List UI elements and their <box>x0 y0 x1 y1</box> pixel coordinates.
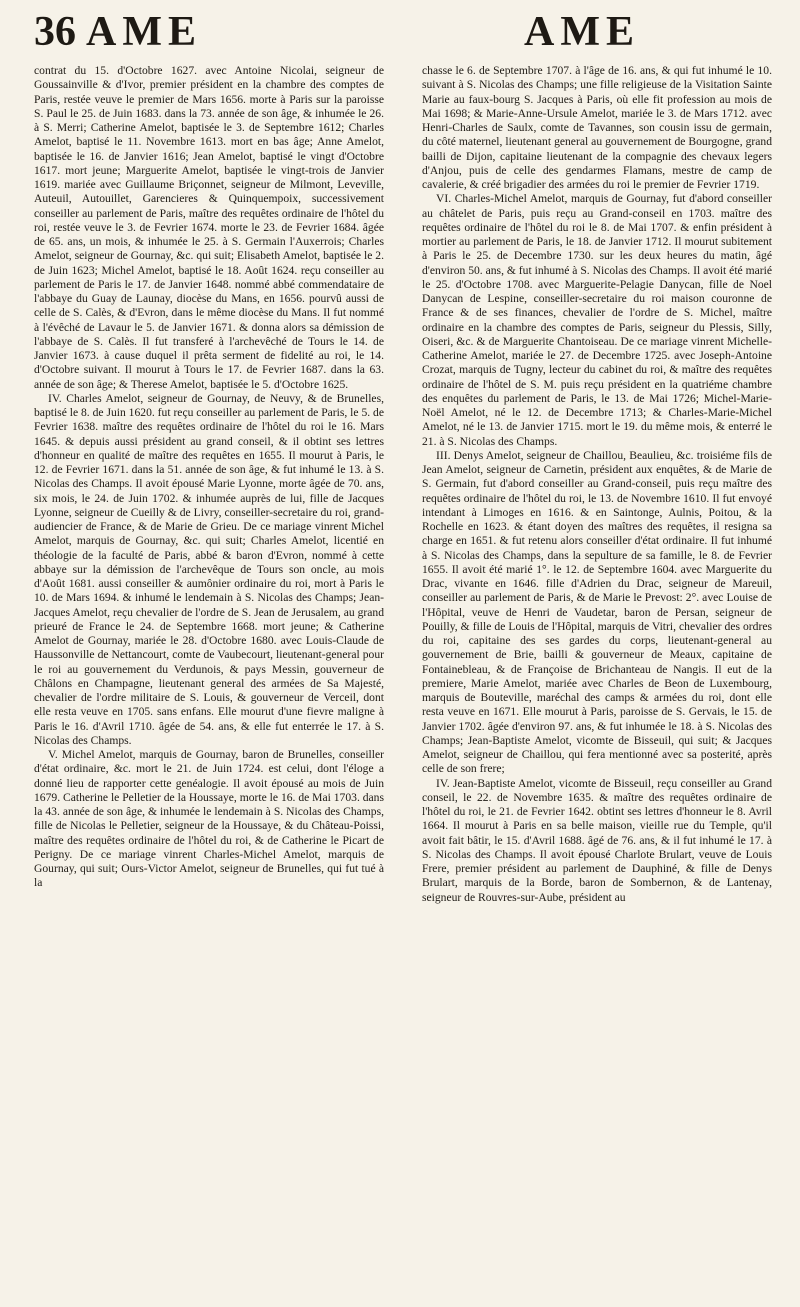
running-head-right: AME <box>524 9 640 55</box>
right-paragraph-4: IV. Jean-Baptiste Amelot, vicomte de Bisseuil, reçu conseiller au Grand conseil, le 22. de Novembre 1635. & maître des requêtes ordinaire de l'hôtel du roi, le 21. de Fevrier 1642. obtint ses lettres d'honneur le 8. Avril 1664. Il mourut à Paris en sa belle maison, vieille rue du Temple, qu'il avoit fait bâtir, le 15. d'Avril 1688. âgé de 76. ans, & il fut inhumé le 17. à S. Nicolas des Champs. Il avoit épousé Charlote Brulart, veuve de Louis Frere, premier président au parlement de Dauphiné, & fille de Denys Brulart, marquis de la Borde, baron de Sombernon, & de Lantenay, seigneur de Rouvres-sur-Aube, président au <box>422 776 772 904</box>
page-header <box>34 8 760 56</box>
right-paragraph-2: VI. Charles-Michel Amelot, marquis de Gournay, fut d'abord conseiller au châtelet de Paris, puis reçu au Grand-conseil en 1703. maître des requêtes ordinaire de l'hôtel du roi le 8. de Mai 1707. & enfin président à mortier au parlement de Paris, le 18. de Janvier 1712. Il mourut subitement à Paris le 25. de Decembre 1730. sur les deux heures du matin, âgé d'environ 50. ans, & fut inhumé à S. Nicolas des Champs. Il avoit été marié le 25. d'Octobre 1708. avec Marguerite-Pelagie Danycan, fille de Noel Danycan de Lespine, conseiller-secretaire du roi maison couronne de France & de ses finances, chevalier de l'ordre de S. Michel, maître ordinaire en la chambre des comptes de Paris, seigneur du Plessis, Silly, Oiseri, &c. & de Marguerite Chantoiseau. De ce mariage vinrent Michelle-Catherine Amelot, mariée le 27. de Decembre 1725. avec Joseph-Antoine Crozat, marquis de Tugny, lecteur du cabinet du roi, & maître des requêtes ordinaire de l'hôtel de S. M. puis reçu président en la quatriéme chambre des enquêtes du parlement de Paris, le 13. de Mai 1726; Michel-Marie-Noël Amelot, né le 12. de Decembre 1713; & Charles-Marie-Michel Amelot, né le 13. de Janvier 1715. mort le 19. du même mois, & enterré le 21. à S. Nicolas des Champs. <box>422 192 772 448</box>
left-paragraph-3: V. Michel Amelot, marquis de Gournay, baron de Brunelles, conseiller d'état ordinaire, &c. mort le 21. de Juin 1724. est celui, dont l'éloge a donné lieu de rapporter cette genéalogie. Il avoit épousé au mois de Juin 1679. Catherine le Pelletier de la Houssaye, morte le 16. de Mai 1703. dans la 43. année de son âge, & inhumée le lendemain à S. Nicolas des Champs, fille de Nicolas le Pelletier, seigneur de la Houssaye, & du Château-Poissi, maître des requêtes ordinaire de l'hôtel du roi, & de Catherine le Picart de Perigny. De ce mariage vinrent Charles-Michel Amelot, marquis de Gournay, qui suit; Ours-Victor Amelot, seigneur de Brunelles, qui fut tué à la <box>34 748 384 890</box>
right-paragraph-3: III. Denys Amelot, seigneur de Chaillou, Beaulieu, &c. troisiéme fils de Jean Amelot, seigneur de Carnetin, président aux enquêtes, & de Marie de S. Germain, fut d'abord conseiller au Grand-conseil, puis reçu maître des requêtes ordinaire de l'hôtel du roi, le 13. de Novembre 1610. Il fut envoyé intendant à Limoges en 1616. & en Saintonge, Aulnis, Poitou, & la Rochelle en 1623. & étant doyen des maîtres des requêtes, il resigna sa charge en 1651. & fut retenu alors conseiller d'état ordinaire. Il fut inhumé à S. Nicolas des Champs, dans la sepulture de sa famille, le 8. de Fevrier 1655. Il avoit été marié 1°. le 12. de Septembre 1604. avec Marguerite du Drac, vivante en 1646. fille d'Adrien du Drac, seigneur de Mareuil, conseiller au parlement de Paris, & de Marie le Prevost: 2°. avec Louise de l'Hôpital, veuve de Henri de Vaudetar, baron de Persan, seigneur de Pouilly, & fille de Louis de l'Hôpital, marquis de Vitri, chevalier des ordres du roi, capitaine des ses gardes du corps, lieutenant-general au gouvernement de Brie, bailli & gouverneur de Meaux, capitaine de Fontainebleau, & de Françoise de Brichanteau de Nangis. Il eut de la premiere, Marie Amelot, mariée avec Charles de Beon de Luxembourg, marquis de Bouteville, maréchal des camps & armées du roi, dont elle resta veuve en 1671. Elle mourut à Paris, paroisse de S. Gervais, le 15. de Janvier 1702. âgée d'environ 97. ans, & fut inhumée le 18. à S. Nicolas des Champs; Jean-Baptiste Amelot, vicomte de Bisseuil, qui suit; & Jacques Amelot, seigneur de Chaillou, qui fera mentionné avec sa posterité, après celle de son frere; <box>422 448 772 776</box>
right-paragraph-1: chasse le 6. de Septembre 1707. à l'âge de 16. ans, & qui fut inhumé le 10. suivant à S. Nicolas des Champs; une fille religieuse de la Visitation Sainte Marie au faux-bourg S. Jacques à Paris, où elle fit profession au mois de Mai 1698; & Marie-Anne-Ursule Amelot, mariée le 3. de Mars 1712. avec Henri-Charles de Saulx, comte de Tavannes, son cousin issu de germain, du côté maternel, lieutenant general au gouvernement de Bourgogne, grand bailli de Dijon, capitaine lieutenant de la compagnie des chevaux legers d'Anjou, puis de celle des gendarmes Flamans, mestre de camp de cavalerie, & créé brigadier des armées du roi le premier de Fevrier 1719. <box>422 64 772 191</box>
left-paragraph-2: IV. Charles Amelot, seigneur de Gournay, de Neuvy, & de Brunelles, baptisé le 8. de Juin 1620. fut reçu conseiller au parlement de Paris, le 5. de Fevrier 1638. maître des requêtes ordinaire de l'hôtel du roi le 16. Mars 1645. & depuis aussi président au grand conseil, & il obtint ses lettres d'honneur en qualité de maître des requêtes en 1655. Il mourut à Paris, le 12. de Fevrier 1671. dans la 51. année de son âge, & fut inhumé le 13. à S. Nicolas des Champs. Il avoit épousé Marie Lyonne, morte âgée de 70. ans, six mois, le 24. de Juin 1702. & inhumée auprès de lui, fille de Jacques Lyonne, seigneur de Cueilly & de Livry, conseiller-secretaire du roi, grand-audiencier de France, & de Marie de Grieu. De ce mariage vinrent Michel Amelot, marquis de Gournay, &c. qui suit; Charles Amelot, licentié en théologie de la faculté de Paris, abbé & baron d'Evron, nommé à cette abbaye sur la démission de l'archevêque de Tours son oncle, au mois d'Août 1681. aussi conseiller & aumônier ordinaire du roi, mort à Paris le 10. de Mars 1694. & inhumé le lendemain à S. Nicolas des Champs; Jean-Jacques Amelot, reçu chevalier de l'ordre de S. Jean de Jerusalem, au grand prieuré de France le 24. de Septembre 1668. mort jeune; & Catherine Amelot de Gournay, mariée le 28. d'Octobre 1680. avec Louis-Claude de Haussonville de Nettancourt, comte de Vaubecourt, lieutenant-general pour le roi au gouvernement du Verdunois, & pays Messin, gouverneur de Châlons en Champagne, lieutenant general des armées de Sa Majesté, chevalier de l'ordre militaire de S. Louis, & gouverneur de Verceil, dont elle resta veuve en 1705. sans enfans. Elle mourut d'une fievre maligne à Paris le 16. d'Avril 1710. âgée de 54. ans, & elle fut enterrée le 17. à S. Nicolas des Champs. <box>34 391 384 747</box>
left-paragraph-1: contrat du 15. d'Octobre 1627. avec Antoine Nicolai, seigneur de Goussainville & d'Ivor, premier président en la chambre des comptes de Paris, restée veuve le premier de Mars 1656. morte à Paris sur la paroisse S. Paul le 25. de Juin 1683. dans la 73. année de son âge, & inhumée le 26. à S. Merri; Catherine Amelot, baptisée le 3. de Septembre 1612; Charles Amelot, baptisé le 11. Novembre 1613. mort en bas âge; Anne Amelot, baptisée le 16. de Janvier 1616; Jean Amelot, baptisé le vingt d'Octobre 1617. mort jeune; Marguerite Amelot, baptisée le vingt-trois de Janvier 1619. mariée avec Guillaume Briçonnet, seigneur de Milmont, Leveville, Auteuil, Autouillet, Garencieres & Quinquempoix, successivement conseiller au parlement de Paris, maître des requêtes ordinaire de l'hôtel du roi, restée veuve le 3. de Fevrier 1674. morte le 23. de Fevrier 1684. âgée de 65. ans, un mois, & inhumée le 25. à S. Germain l'Auxerrois; Charles Amelot, seigneur de Gournay, &c. qui suit; Elisabeth Amelot, baptisée le 2. de Juin 1623; Michel Amelot, baptisé le 18. Août 1624. reçu conseiller au parlement de Paris le 17. de Janvier 1648. nommé abbé commendataire de l'abbaye du Guay de Launay, diocèse du Mans, en 1656. pourvû aussi de celle de S. Calès, & d'Evron, dans le même diocèse du Mans. Il fut nommé à l'évêché de Lavaur le 5. de Janvier 1671. & donna alors sa démission de l'abbaye de S. Calès. Il fut transferé à l'archevêché de Tours le 14. de Janvier 1673. à cause duquel il prêta serment de fidelité au roi, le 14. d'Octobre suivant. Il mourut à Tours le 17. de Fevrier 1687. dans la 63. année de son âge; & Therese Amelot, baptisée le 5. d'Octobre 1625. <box>34 64 384 391</box>
page-number: 36 <box>34 9 76 55</box>
running-head-left: AME <box>86 9 202 55</box>
right-column <box>422 64 772 1292</box>
left-column <box>34 64 384 1292</box>
